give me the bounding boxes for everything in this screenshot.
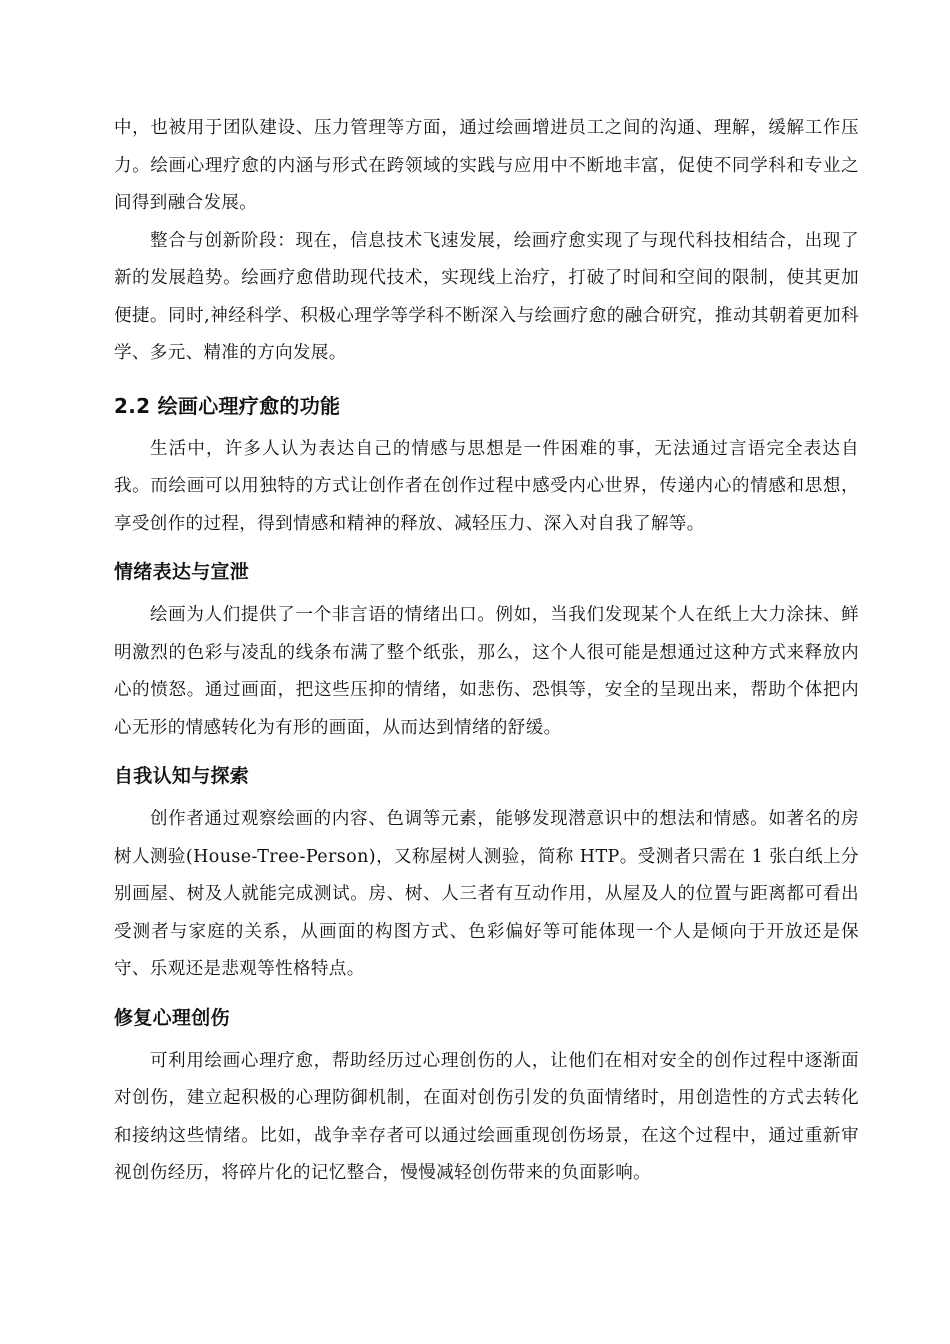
- paragraph-continuation: 中，也被用于团队建设、压力管理等方面，通过绘画增进员工之间的沟通、理解，缓解工作压力。绘画心理疗愈的内涵与形式在跨领域的实践与应用中不断地丰富，促使不同学科和专业之间得到融合发展。: [114, 118, 859, 213]
- subheading-self-awareness: 自我认知与探索: [114, 765, 250, 787]
- document-body: [114, 110, 859, 1193]
- paragraph-integration-stage: 整合与创新阶段：现在，信息技术飞速发展，绘画疗愈实现了与现代科技相结合，出现了新的发展趋势。绘画疗愈借助现代技术，实现线上治疗，打破了时间和空间的限制，使其更加便捷。同时,神经科学、积极心理学等学科不断深入与绘画疗愈的融合研究，推动其朝着更加科学、多元、精准的方向发展。: [114, 230, 859, 363]
- paragraph-section-intro: 生活中，许多人认为表达自己的情感与思想是一件困难的事，无法通过言语完全表达自我。而绘画可以用独特的方式让创作者在创作过程中感受内心世界，传递内心的情感和思想，享受创作的过程，得到情感和精神的释放、减轻压力、深入对自我了解等。: [114, 438, 859, 534]
- paragraph-trauma-repair: 可利用绘画心理疗愈，帮助经历过心理创伤的人，让他们在相对安全的创作过程中逐渐面对创伤，建立起积极的心理防御机制，在面对创伤引发的负面情绪时，用创造性的方式去转化和接纳这些情绪。比如，战争幸存者可以通过绘画重现创伤场景，在这个过程中，通过重新审视创伤经历，将碎片化的记忆整合，慢慢减轻创伤带来的负面影响。: [114, 1050, 859, 1183]
- paragraph-self-awareness: 创作者通过观察绘画的内容、色调等元素，能够发现潜意识中的想法和情感。如著名的房树人测验(House-Tree-Person)，又称屋树人测验，简称 HTP。受测者只需在 1 张白纸上分别画屋、树及人就能完成测试。房、树、人三者有互动作用，从屋及人的位置与距离都可看出受测者与家庭的关系，从画面的构图方式、色彩偏好等可能体现一个人是倾向于开放还是保守、乐观还是悲观等性格特点。: [114, 809, 859, 979]
- section-heading: 2.2 绘画心理疗愈的功能: [114, 393, 341, 418]
- subheading-trauma-repair: 修复心理创伤: [114, 1006, 230, 1029]
- paragraph-emotion-expression: 绘画为人们提供了一个非言语的情绪出口。例如，当我们发现某个人在纸上大力涂抹、鲜明激烈的色彩与凌乱的线条布满了整个纸张，那么，这个人很可能是想通过这种方式来释放内心的愤怒。通过画面，把这些压抑的情绪，如悲伤、恐惧等，安全的呈现出来，帮助个体把内心无形的情感转化为有形的画面，从而达到情绪的舒缓。: [114, 605, 859, 738]
- subheading-emotion-expression: 情绪表达与宣泄: [114, 561, 250, 583]
